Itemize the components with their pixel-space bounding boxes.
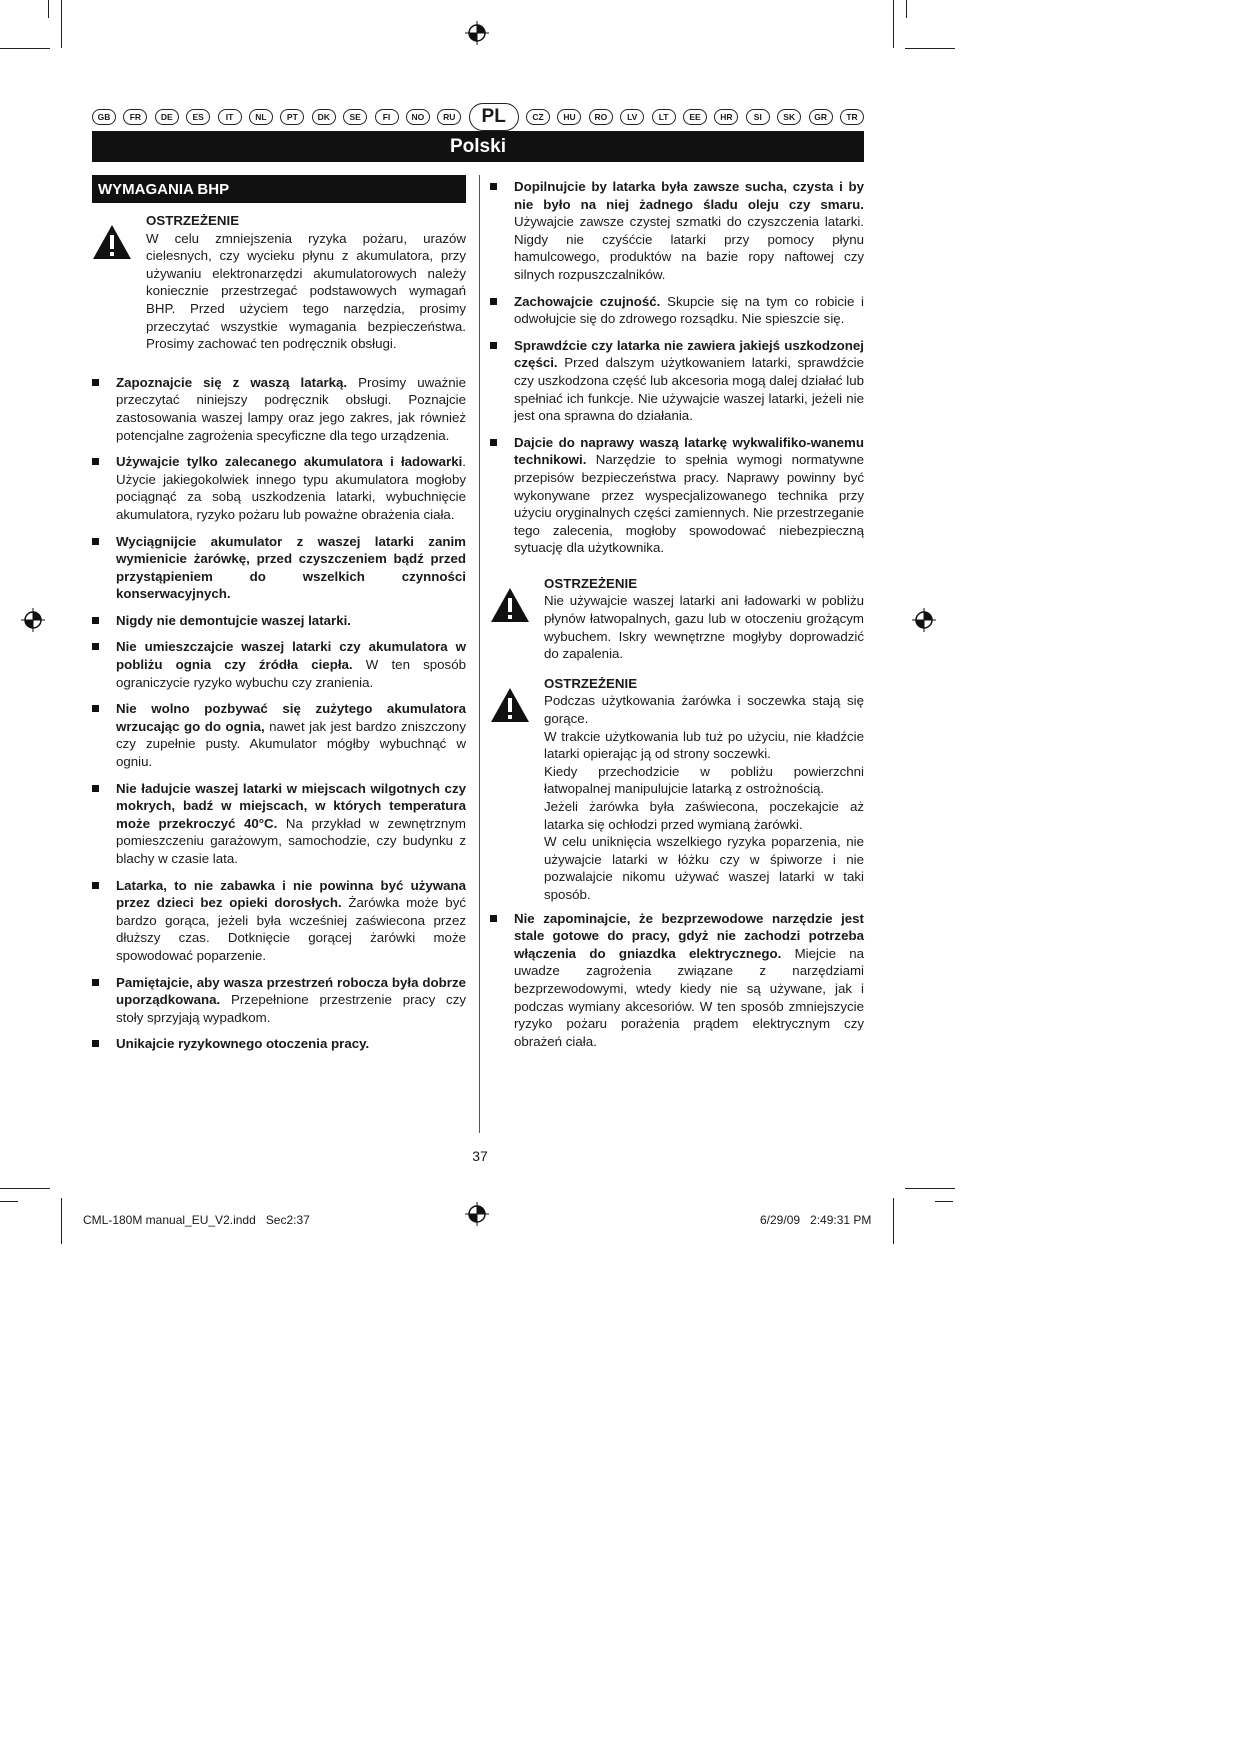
crop-mark	[905, 48, 955, 49]
warning-triangle-icon	[490, 687, 530, 723]
list-item	[92, 974, 466, 1027]
list-item	[490, 293, 864, 328]
bullet	[92, 882, 99, 889]
warning-title: OSTRZEŻENIE	[146, 213, 240, 228]
list-item	[490, 178, 864, 284]
item-text: Prosimy uważnie przeczytać niniejszy podręcznik obsługi. Poznajcie zastosowania waszej lampy oraz jego zakres, jak również potencjalne zagrożenia specyficzne dla tego urządzenia.	[116, 374, 466, 443]
warning-line: W celu uniknięcia wszelkiego ryzyka poparzenia, nie używajcie latarki w łóżku czy w śpiworze i nie pozwalajcie nikomu używać waszej latarki w taki sposób.	[544, 834, 864, 902]
item-text: Używajcie zawsze czystej szmatki do czyszczenia latarki. Nigdy nie czyśćcie latarki przy pomocy płynu hamulcowego, produktów na bazie ropy naftowej czy silnych rozpuszczalników.	[514, 214, 864, 282]
language-dk: DK	[312, 109, 336, 125]
crop-mark	[0, 1188, 50, 1189]
crop-mark	[893, 0, 894, 48]
item-text: Przed dalszym użytkowaniem latarki, sprawdźcie czy uszkodzona część lub akcesoria mogą dalej działać lub spełniać ich funkcje. Nie używajcie waszej latarki, jeżeli nie jest ona sprawna do działania.	[514, 355, 864, 424]
bullet	[92, 379, 99, 386]
item-lead: Nigdy nie demontujcie waszej latarki.	[116, 612, 351, 628]
language-hu: HU	[557, 109, 581, 125]
language-cz: CZ	[526, 109, 550, 125]
bullet	[92, 458, 99, 465]
language-lt: LT	[652, 109, 676, 125]
item-lead: Nie wolno pozbywać się zużytego akumulatora wrzucając go do ognia,	[116, 701, 466, 734]
bullet	[92, 1040, 99, 1047]
bullet	[92, 643, 99, 650]
language-sk: SK	[777, 109, 801, 125]
language-gb: GB	[92, 109, 116, 125]
crop-mark	[61, 1198, 62, 1244]
warning-block	[92, 212, 466, 353]
item-lead: Nie zapominajcie, że bezprzewodowe narzędzie jest stale gotowe do pracy, gdyż nie zachodzi potrzeba włączenia do gniazdka elektrycznego.	[514, 910, 864, 961]
registration-mark-icon	[912, 608, 936, 632]
crop-mark	[935, 1201, 953, 1202]
item-text: Żarówka może być bardzo gorąca, jeżeli była wcześniej zaświecona przez dłuższy czas. Dotknięcie gorącej żarówki może spowodować poparzenie.	[116, 895, 466, 963]
crop-mark	[61, 0, 62, 48]
item-text: Miejcie na uwadze zagrożenia związane z narzędziami bezprzewodowymi, wtedy kiedy nie są używane, jak i podczas wymiany akcesoriów. W ten sposób zmniejszycie ryzyko pożaru porażenia prądem elektrycznym czy obrażeń ciała.	[514, 945, 865, 1049]
item-text: Skupcie się na tym co robicie i odwołujcie się do zdrowego rozsądku. Nie spieszcie się.	[514, 293, 864, 327]
crop-mark	[893, 1198, 894, 1244]
item-lead: Latarka, to nie zabawka i nie powinna być używana przez dzieci bez opieki dorosłych.	[116, 877, 466, 911]
bullet	[92, 538, 99, 545]
list-item	[92, 374, 466, 444]
list-item	[490, 910, 864, 1051]
warning-line: Podczas użytkowania żarówka i soczewka stają się gorące.	[544, 693, 864, 727]
list-item	[490, 434, 864, 557]
left-column	[92, 212, 466, 1053]
section-heading: WYMAGANIA BHP	[92, 175, 466, 203]
language-ro: RO	[589, 109, 613, 125]
warning-triangle-icon	[490, 587, 530, 623]
item-text: Na przykład w zewnętrznym pomieszczeniu garażowym, samochodzie, czy budynku z blachy w czasie lata.	[116, 815, 466, 866]
language-gr: GR	[809, 109, 833, 125]
item-lead: Dopilnujcie by latarka była zawsze sucha, czysta i by nie było na niej żadnego śladu oleju czy smaru.	[514, 179, 864, 212]
language-selector	[92, 102, 864, 132]
page-number: 37	[472, 1148, 488, 1164]
list-item	[490, 337, 864, 425]
warning-line: Jeżeli żarówka była zaświecona, poczekajcie aż latarka się ochłodzi przed wymianą żarówki.	[544, 799, 864, 832]
warning-title: OSTRZEŻENIE	[544, 575, 638, 591]
item-lead: Dajcie do naprawy waszą latarkę wykwalifiko-wanemu technikowi.	[514, 434, 864, 468]
footer-file-info: CML-180M manual_EU_V2.indd Sec2:37	[83, 1213, 310, 1227]
language-si: SI	[746, 109, 770, 125]
language-lv: LV	[620, 109, 644, 125]
language-no: NO	[406, 109, 430, 125]
language-de: DE	[155, 109, 179, 125]
language-se: SE	[343, 109, 367, 125]
list-item	[92, 780, 466, 868]
item-lead: Pamiętajcie, aby wasza przestrzeń robocza była dobrze uporządkowana.	[116, 974, 466, 1008]
crop-mark	[0, 1201, 18, 1202]
item-lead: Wyciągnijcie akumulator z waszej latarki zanim wymienicie żarówkę, przed czyszczeniem bądź przed przystąpieniem do wszelkich czynności konserwacyjnych.	[116, 533, 466, 602]
list-item	[92, 700, 466, 770]
bullet	[490, 342, 497, 349]
crop-mark	[905, 1188, 955, 1189]
item-text: . Użycie jakiegokolwiek innego typu akumulatora mogłoby pociągnąć za sobą uszkodzenia latarki, wybuchnięcie akumulatora, ryzyko pożaru lub poważne obrażenia ciała.	[116, 454, 466, 522]
crop-mark	[0, 48, 50, 49]
warning-block	[490, 575, 864, 663]
registration-mark-icon	[465, 1202, 489, 1226]
warning-text: W celu zmniejszenia ryzyka pożaru, urazów cielesnych, czy wycieku płynu z akumulatora, przy używaniu elektronarzędzi akumulatorowych należy koniecznie przestrzegać podstawowych wymagań BHP. Przed użyciem tego narzędzia, prosimy przeczytać wszystkie wymagania bezpieczeństwa. Prosimy zachować ten podręcznik obsługi.	[146, 230, 466, 352]
list-item	[92, 612, 466, 630]
bullet	[92, 785, 99, 792]
item-lead: Sprawdźcie czy latarka nie zawiera jakiejś uszkodzonej części.	[514, 337, 864, 371]
registration-mark-icon	[465, 21, 489, 45]
bullet	[490, 439, 497, 446]
warning-triangle-icon	[92, 224, 132, 260]
list-item	[92, 638, 466, 691]
item-lead: Zapoznajcie się z waszą latarką.	[116, 374, 348, 390]
language-hr: HR	[714, 109, 738, 125]
page-title: Polski	[92, 131, 864, 162]
item-lead: Nie ładujcie waszej latarki w miejscach wilgotnych czy mokrych, badź w miejscach, w których temperatura może przekroczyć 40°C.	[116, 780, 466, 831]
language-ru: RU	[437, 109, 461, 125]
language-pt: PT	[280, 109, 304, 125]
warning-line: Kiedy przechodzicie w pobliżu powierzchni łatwopalnej manipulujcie latarką z ostrożnością.	[544, 763, 864, 797]
list-item	[92, 453, 466, 523]
language-pl-active: PL	[469, 103, 519, 131]
bullet	[490, 298, 497, 305]
language-ee: EE	[683, 109, 707, 125]
registration-mark-icon	[21, 608, 45, 632]
item-text: Przepełnione przestrzenie pracy czy stoły sprzyjają wypadkom.	[116, 992, 466, 1025]
bullet	[92, 617, 99, 624]
list-item	[92, 533, 466, 603]
language-it: IT	[218, 109, 242, 125]
language-tr: TR	[840, 109, 864, 125]
warning-line: W trakcie użytkowania lub tuż po użyciu, nie kładźcie latarki opierając ją od strony soczewki.	[544, 728, 864, 762]
language-nl: NL	[249, 109, 273, 125]
list-item	[92, 1035, 466, 1053]
footer-timestamp: 6/29/09 2:49:31 PM	[760, 1213, 872, 1227]
warning-block	[490, 675, 864, 904]
bullet	[92, 979, 99, 986]
language-fr: FR	[123, 109, 147, 125]
column-divider	[479, 175, 480, 1133]
list-item	[92, 877, 466, 965]
item-lead: Zachowajcie czujność.	[514, 293, 661, 309]
bullet	[490, 183, 497, 190]
item-text: Narzędzie to spełnia wymogi normatywne przepisów bezpieczeństwa pracy. Naprawy powinny być wykonywane przez wyspecjalizowanego technika przy użyciu oryginalnych części zamiennych. Nie przestrzeganie tego zalecenia, mogłoby spowodować niebezpieczną sytuację dla użytkownika.	[514, 452, 864, 556]
language-es: ES	[186, 109, 210, 125]
item-lead: Nie umieszczajcie waszej latarki czy akumulatora w pobliżu ognia czy źródła ciepła.	[116, 639, 466, 673]
item-lead: Unikajcie ryzykownego otoczenia pracy.	[116, 1036, 370, 1052]
item-lead: Używajcie tylko zalecanego akumulatora i ładowarki	[116, 454, 463, 470]
item-text: nawet jak jest bardzo zniszczony czy zupełnie pusty. Akumulator mógłby wybuchnąć w ogniu.	[116, 718, 466, 770]
right-column	[490, 178, 864, 1050]
crop-mark	[48, 0, 49, 18]
item-text: W ten sposób ograniczycie ryzyko wybuchu czy zranienia.	[116, 657, 466, 690]
bullet	[92, 705, 99, 712]
language-fi: FI	[375, 109, 399, 125]
warning-text: Nie używajcie waszej latarki ani ładowarki w pobliżu płynów łatwopalnych, gazu lub w otoczeniu grożącym wybuchem. Iskry wewnętrzne mogłyby doprowadzić do zapalenia.	[544, 593, 864, 662]
crop-mark	[906, 0, 907, 18]
bullet	[490, 915, 497, 922]
warning-title: OSTRZEŻENIE	[544, 675, 638, 691]
